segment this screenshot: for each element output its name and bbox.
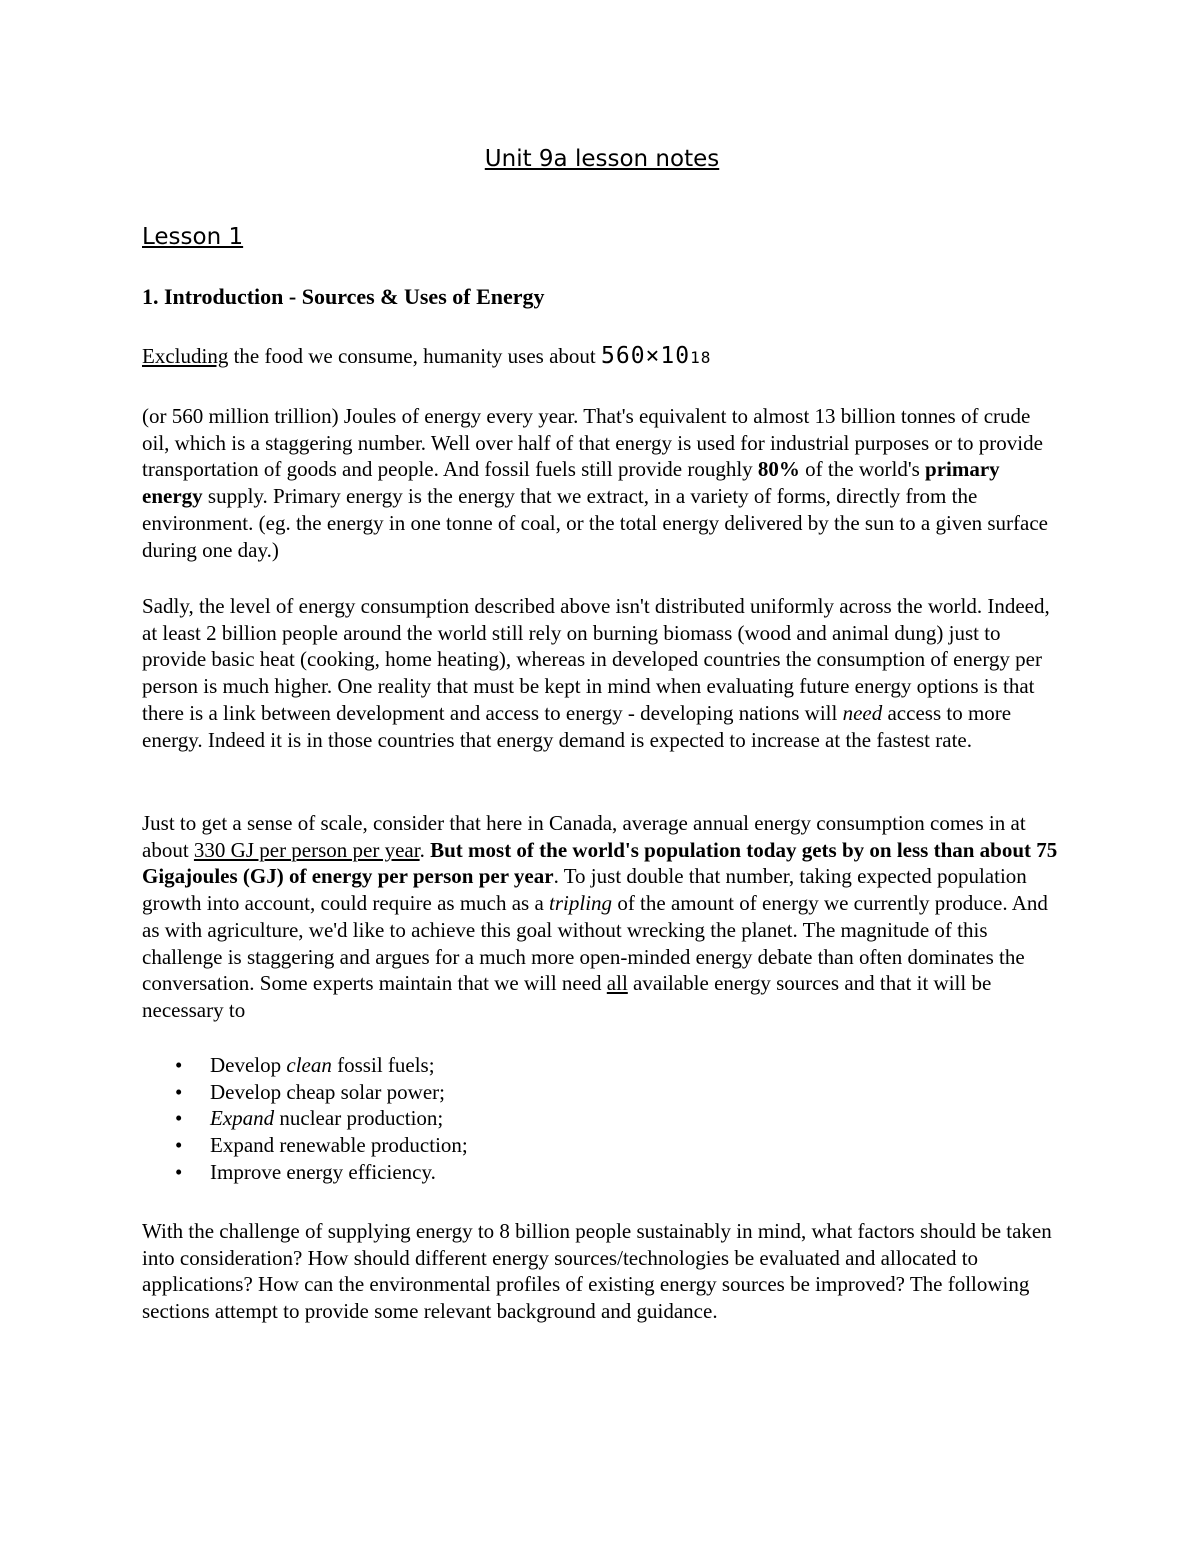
paragraph-energy-use (142, 403, 1062, 563)
paragraph-scale (142, 810, 1062, 1024)
p1-text-2: of the world's (799, 457, 926, 482)
b4-text: Improve energy efficiency. (210, 1159, 436, 1184)
sci-base: 560×10 (601, 343, 691, 369)
p2-text-1: Sadly, the level of energy consumption described above isn't distributed uniformly across the world. Indeed, at least 2 billion people around the world still rely on burning biomass (wood and animal dung) just to provide basic heat (cooking, home heating), whereas in developed countries the consumption of energy per person is much higher. One reality that must be kept in mind when evaluating future energy options is that there is a link between development and access to energy - developing nations will (142, 594, 1050, 725)
energy-actions-list (142, 1052, 468, 1186)
p3-text-1: Just to get a sense of scale, consider that here in Canada, average annual energy consumption comes in at about (142, 811, 1026, 862)
list-item (142, 1052, 468, 1079)
b0-post: fossil fuels; (331, 1053, 435, 1077)
paragraph-distribution (142, 593, 1062, 753)
p3-text-5: available energy sources and that it will be necessary to (142, 971, 992, 1022)
section-heading: 1. Introduction - Sources & Uses of Energy (142, 284, 545, 309)
p1-bold-80: 80% (757, 457, 800, 482)
p3-text-3: . To just double that number, taking expected population growth into account, could require as much as a (142, 864, 1027, 916)
intro-text: the food we consume, humanity uses about (228, 344, 602, 368)
p1-text-3: supply. Primary energy is the energy that we extract, in a variety of forms, directly from the environment. (eg. the energy in one tonne of coal, or the total energy delivered by the sun to a given surface during one day.) (142, 484, 1049, 562)
list-item (142, 1079, 468, 1106)
page-title: Unit 9a lesson notes (484, 146, 720, 172)
p3-underline-330gj: 330 GJ per person per year (193, 837, 420, 862)
p3-text-4: of the amount of energy we currently produce. And as with agriculture, we'd like to achieve this goal without wrecking the planet. The magnitude of this challenge is staggering and argues for a much more open-minded energy debate than often dominates the conversation. Some experts maintain that we will need (142, 891, 1048, 996)
p3-text-2: . (419, 837, 431, 862)
p3-italic-tripling: tripling (549, 891, 613, 916)
b3-text: Expand renewable production; (210, 1133, 468, 1158)
p3-underline-all: all (606, 971, 628, 996)
p2-text-2: access to more energy. Indeed it is in those countries that energy demand is expected to increase at the fastest rate. (142, 700, 1012, 752)
p1-bold-primary-energy: primary energy (142, 457, 1000, 509)
p2-italic-need: need (842, 700, 883, 725)
b0-pre: Develop (210, 1053, 287, 1077)
b1-text: Develop cheap solar power; (210, 1079, 445, 1104)
p1-text-1: (or 560 million trillion) Joules of energy every year. That's equivalent to almost 13 billion tonnes of crude oil, which is a staggering number. Well over half of that energy is used for industrial purposes or to provide transportation of goods and people. And fossil fuels still provide roughly (142, 404, 1043, 482)
list-item (142, 1105, 468, 1132)
list-item (142, 1159, 468, 1186)
b0-italic: clean (286, 1053, 332, 1077)
paragraph-questions: With the challenge of supplying energy to 8 billion people sustainably in mind, what factors should be taken into consideration? How should different energy sources/technologies be evaluated and allocated to applications? How can the environmental profiles of existing energy sources be improved? The following sections attempt to provide some relevant background and guidance. (142, 1219, 1052, 1324)
sci-exponent: 18 (690, 348, 712, 367)
p3-bold-75gj: But most of the world's population today gets by on less than about 75 Gigajoules (GJ) of energy per person per year (142, 837, 1058, 889)
list-item (142, 1132, 468, 1159)
lesson-heading: Lesson 1 (142, 224, 244, 250)
intro-line (142, 343, 711, 372)
excluding-word: Excluding (142, 344, 229, 368)
b2-italic: Expand (210, 1106, 275, 1131)
scientific-number (601, 343, 711, 369)
b2-post: nuclear production; (274, 1106, 444, 1131)
